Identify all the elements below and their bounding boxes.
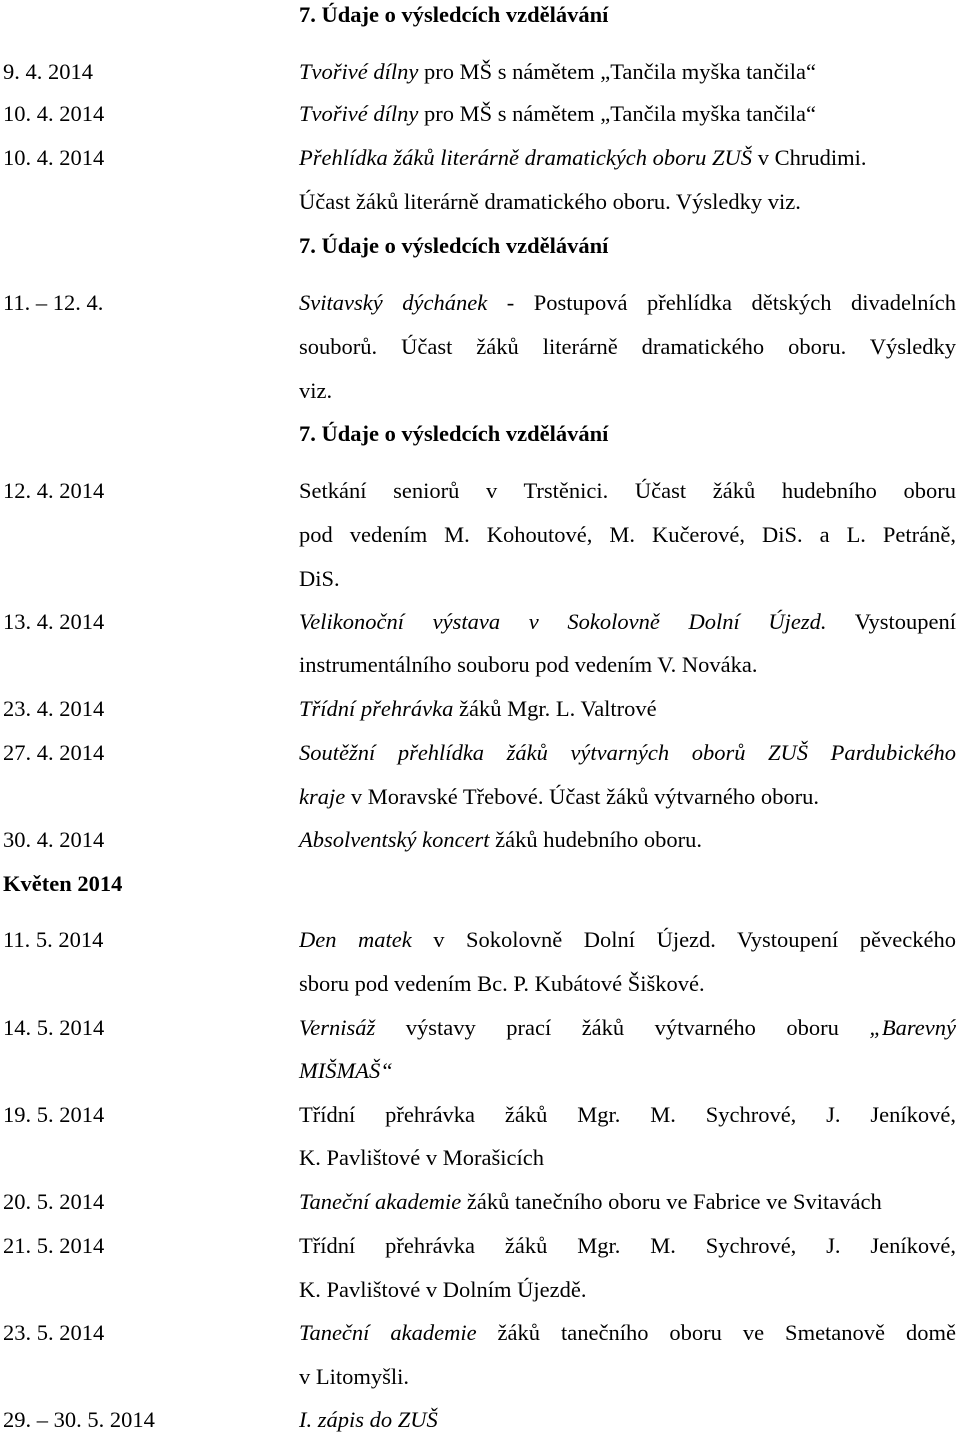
event-date: 19. 5. 2014 bbox=[3, 1102, 105, 1127]
event-description-cont: K. Pavlištové v Morašicích bbox=[299, 1145, 544, 1170]
event-date: 11. – 12. 4. bbox=[3, 290, 104, 315]
event-date: 23. 5. 2014 bbox=[3, 1320, 105, 1345]
event-description: Setkání seniorů v Trstěnici. Účast žáků hudebního oboru bbox=[299, 478, 956, 503]
section-ref: 7. Údaje o výsledcích vzdělávání bbox=[299, 233, 609, 258]
event-description: Den matek v Sokolovně Dolní Újezd. Vystoupení pěveckého bbox=[299, 927, 956, 952]
event-description: Velikonoční výstava v Sokolovně Dolní Újezd. Vystoupení bbox=[299, 609, 956, 634]
event-description: Třídní přehrávka žáků Mgr. L. Valtrové bbox=[299, 696, 657, 721]
event-date: 14. 5. 2014 bbox=[3, 1015, 105, 1040]
event-description: Třídní přehrávka žáků Mgr. M. Sychrové, J. Jeníkové, bbox=[299, 1233, 956, 1258]
event-description: Taneční akademie žáků tanečního oboru ve Smetanově domě bbox=[299, 1320, 956, 1345]
event-description: Přehlídka žáků literárně dramatických oboru ZUŠ v Chrudimi. bbox=[299, 145, 867, 170]
event-date: 12. 4. 2014 bbox=[3, 478, 105, 503]
event-date: 20. 5. 2014 bbox=[3, 1189, 105, 1214]
event-description: Tvořivé dílny pro MŠ s námětem „Tančila myška tančila“ bbox=[299, 59, 817, 84]
event-description-cont: kraje v Moravské Třebové. Účast žáků výtvarného oboru. bbox=[299, 784, 820, 809]
event-description: Tvořivé dílny pro MŠ s námětem „Tančila myška tančila“ bbox=[299, 101, 817, 126]
event-description-cont: MIŠMAŠ“ bbox=[299, 1058, 393, 1083]
event-date: 30. 4. 2014 bbox=[3, 827, 105, 852]
event-description-cont: viz. bbox=[299, 378, 333, 403]
event-description: I. zápis do ZUŠ bbox=[299, 1407, 438, 1432]
event-date: 9. 4. 2014 bbox=[3, 59, 93, 84]
event-date: 10. 4. 2014 bbox=[3, 101, 105, 126]
event-description-cont: v Litomyšli. bbox=[299, 1364, 410, 1389]
event-description: Absolventský koncert žáků hudebního oboru. bbox=[299, 827, 703, 852]
event-date: 10. 4. 2014 bbox=[3, 145, 105, 170]
event-date: 23. 4. 2014 bbox=[3, 696, 105, 721]
event-date: 13. 4. 2014 bbox=[3, 609, 105, 634]
section-ref: 7. Údaje o výsledcích vzdělávání bbox=[299, 421, 609, 446]
event-date: 11. 5. 2014 bbox=[3, 927, 104, 952]
event-date: 29. – 30. 5. 2014 bbox=[3, 1407, 155, 1432]
event-description: Vernisáž výstavy prací žáků výtvarného oboru „Barevný bbox=[299, 1015, 956, 1040]
event-description: Taneční akademie žáků tanečního oboru ve Fabrice ve Svitavách bbox=[299, 1189, 882, 1214]
event-description-cont: pod vedením M. Kohoutové, M. Kučerové, DiS. a L. Petráně, bbox=[299, 522, 956, 547]
month-heading: Květen 2014 bbox=[3, 871, 123, 896]
event-description: Svitavský dýchánek - Postupová přehlídka dětských divadelních bbox=[299, 290, 956, 315]
event-description-cont: DiS. bbox=[299, 566, 340, 591]
event-date: 27. 4. 2014 bbox=[3, 740, 105, 765]
event-description: Soutěžní přehlídka žáků výtvarných oborů ZUŠ Pardubického bbox=[299, 740, 956, 765]
event-description: Třídní přehrávka žáků Mgr. M. Sychrové, J. Jeníkové, bbox=[299, 1102, 956, 1127]
event-description-cont: souborů. Účast žáků literárně dramatického oboru. Výsledky bbox=[299, 334, 956, 359]
event-description-cont: instrumentálního souboru pod vedením V. Nováka. bbox=[299, 652, 758, 677]
event-description-cont: K. Pavlištové v Dolním Újezdě. bbox=[299, 1277, 587, 1302]
section-ref: 7. Údaje o výsledcích vzdělávání bbox=[299, 2, 609, 27]
event-description-cont: sboru pod vedením Bc. P. Kubátové Šiškové. bbox=[299, 971, 705, 996]
event-date: 21. 5. 2014 bbox=[3, 1233, 105, 1258]
event-description-cont: Účast žáků literárně dramatického oboru. Výsledky viz. bbox=[299, 189, 801, 214]
